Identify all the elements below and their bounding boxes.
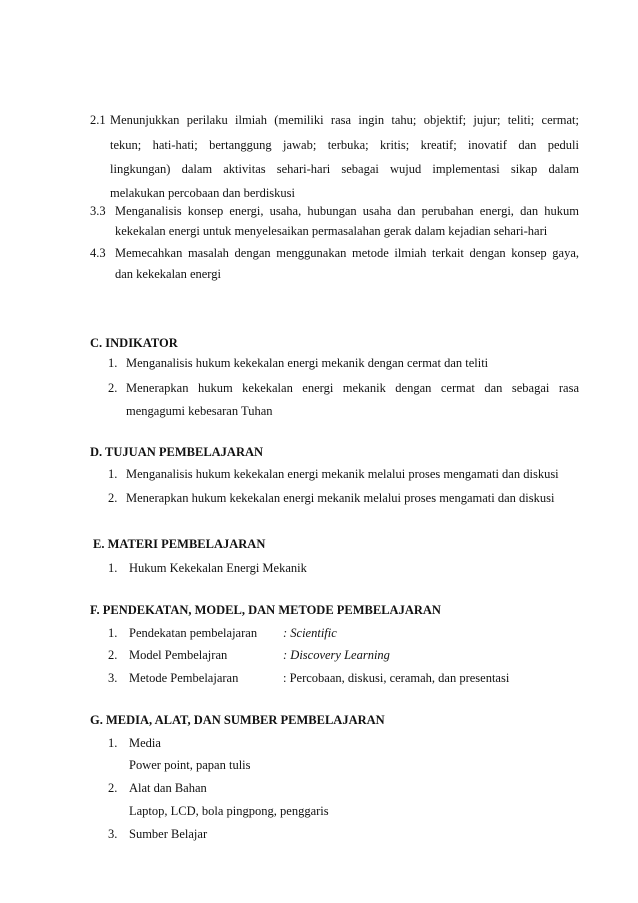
- section-g-heading: G. MEDIA, ALAT, DAN SUMBER PEMBELAJARAN: [90, 713, 385, 727]
- kd-2-1-line-3: lingkungan) dalam aktivitas sehari-hari sebagai wujud implementasi sikap dalam: [110, 162, 579, 176]
- pendekatan-1-number: 1.: [108, 626, 118, 640]
- pendekatan-1-value: : Scientific: [283, 626, 337, 640]
- kd-2-1-number: 2.1: [90, 113, 106, 127]
- indikator-2-line-2: mengagumi kebesaran Tuhan: [126, 404, 273, 418]
- section-d-heading: D. TUJUAN PEMBELAJARAN: [90, 445, 264, 459]
- tujuan-2-text: Menerapkan hukum kekekalan energi mekanik melalui proses mengamati dan diskusi: [126, 491, 555, 505]
- tujuan-1-number: 1.: [108, 467, 118, 481]
- pendekatan-3-number: 3.: [108, 671, 118, 685]
- kd-2-1-line-2: tekun; hati-hati; bertanggung jawab; terbuka; kritis; kreatif; inovatif dan peduli: [110, 138, 579, 152]
- materi-1-number: 1.: [108, 561, 118, 575]
- pendekatan-1-label: Pendekatan pembelajaran: [129, 626, 258, 640]
- indikator-2-line-1: Menerapkan hukum kekekalan energi mekanik dengan cermat dan sebagai rasa: [126, 381, 579, 395]
- kd-2-1-line-1: Menunjukkan perilaku ilmiah (memiliki rasa ingin tahu; objektif; jujur; teliti; cermat;: [110, 113, 579, 127]
- pendekatan-2-label: Model Pembelajran: [129, 648, 228, 662]
- indikator-2-number: 2.: [108, 381, 118, 395]
- pendekatan-2-value: : Discovery Learning: [283, 648, 390, 662]
- materi-1-text: Hukum Kekekalan Energi Mekanik: [129, 561, 307, 575]
- tujuan-2-number: 2.: [108, 491, 118, 505]
- media-1-sub: Power point, papan tulis: [129, 758, 251, 772]
- media-3-text: Sumber Belajar: [129, 827, 208, 841]
- kd-3-3-line-2: kekekalan energi untuk menyelesaikan permasalahan gerak dalam kejadian sehari-hari: [115, 224, 548, 238]
- kd-3-3-line-1: Menganalisis konsep energi, usaha, hubungan usaha dan perubahan energi, dan hukum: [115, 204, 579, 218]
- kd-4-3-line-1: Memecahkan masalah dengan menggunakan metode ilmiah terkait dengan konsep gaya,: [115, 246, 579, 260]
- pendekatan-3-value: : Percobaan, diskusi, ceramah, dan presentasi: [283, 671, 510, 685]
- media-1-number: 1.: [108, 736, 118, 750]
- media-2-number: 2.: [108, 781, 118, 795]
- media-3-number: 3.: [108, 827, 118, 841]
- indikator-1-text: Menganalisis hukum kekekalan energi mekanik dengan cermat dan teliti: [126, 356, 489, 370]
- kd-4-3-line-2: dan kekekalan energi: [115, 267, 221, 281]
- indikator-1-number: 1.: [108, 356, 118, 370]
- media-1-text: Media: [129, 736, 161, 750]
- media-2-sub: Laptop, LCD, bola pingpong, penggaris: [129, 804, 329, 818]
- kd-3-3-number: 3.3: [90, 204, 106, 218]
- section-c-heading: C. INDIKATOR: [90, 336, 178, 350]
- media-2-text: Alat dan Bahan: [129, 781, 207, 795]
- section-f-heading: F. PENDEKATAN, MODEL, DAN METODE PEMBELAJARAN: [90, 603, 441, 617]
- pendekatan-3-label: Metode Pembelajaran: [129, 671, 239, 685]
- tujuan-1-text: Menganalisis hukum kekekalan energi mekanik melalui proses mengamati dan diskusi: [126, 467, 559, 481]
- pendekatan-2-number: 2.: [108, 648, 118, 662]
- kd-2-1-line-4: melakukan percobaan dan berdiskusi: [110, 186, 296, 200]
- section-e-heading: E. MATERI PEMBELAJARAN: [93, 537, 266, 551]
- kd-4-3-number: 4.3: [90, 246, 106, 260]
